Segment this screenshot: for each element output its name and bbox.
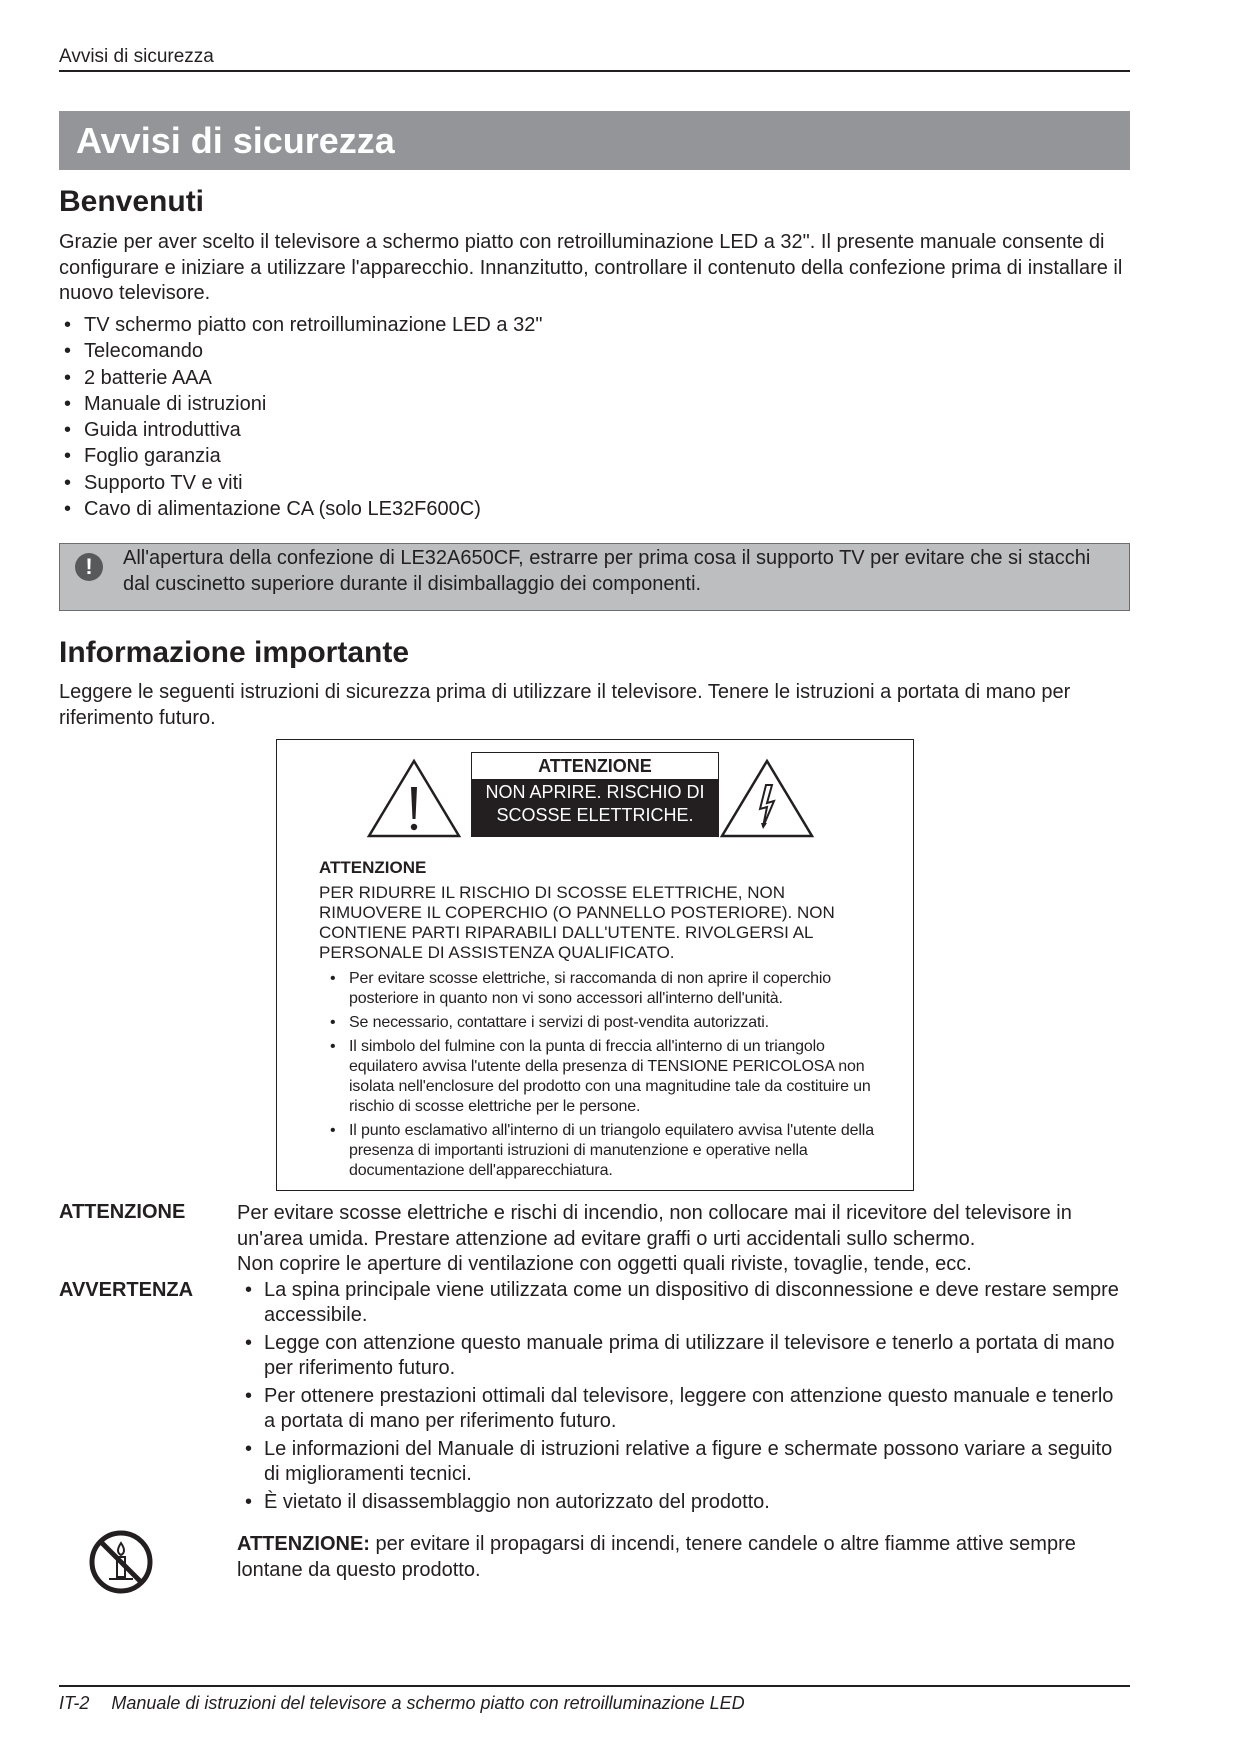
caution-label-title: ATTENZIONE (538, 756, 652, 776)
list-item: • La spina principale viene utilizzata come un dispositivo di disconnessione e deve restare sempre accessibile. (237, 1278, 1130, 1328)
lightning-triangle-icon (719, 757, 815, 839)
exclamation-triangle-icon (366, 757, 462, 839)
page-number: IT-2 (59, 1693, 90, 1713)
list-item: • TV schermo piatto con retroilluminazione LED a 32" (59, 312, 542, 338)
list-item: • Il simbolo del fulmine con la punta di freccia all'interno di un triangolo equilatero avvisa l'utente della presenza di TENSIONE PERICOLOSA non isolata nell'enclosure del prodotto con una magnitudine tale da costituire un rischio di scosse elettriche per le persone. (319, 1037, 889, 1117)
footer-title: Manuale di istruzioni del televisore a schermo piatto con retroilluminazione LED (111, 1693, 745, 1713)
list-item: • Per evitare scosse elettriche, si raccomanda di non aprire il coperchio posteriore in quanto non vi sono accessori all'interno dell'unità. (319, 969, 889, 1009)
list-item: • Cavo di alimentazione CA (solo LE32F600C) (59, 496, 542, 522)
list-item: • Foglio garanzia (59, 443, 542, 469)
attenzione-text (237, 1201, 1130, 1278)
header-rule (59, 70, 1130, 72)
flame-warning (237, 1532, 1130, 1583)
list-item: • Il punto esclamativo all'interno di un triangolo equilatero avvisa l'utente della presenza di importanti istruzioni di manutenzione e operative nella documentazione dell'apparecchiatura. (319, 1121, 889, 1181)
note-box (59, 543, 1130, 611)
flame-warning-bold: ATTENZIONE: (237, 1533, 370, 1555)
exclamation-icon (75, 553, 103, 581)
caution-label-text: NON APRIRE. RISCHIO DI SCOSSE ELETTRICHE. (472, 779, 718, 836)
footer-rule (59, 1685, 1130, 1687)
attenzione-line: Per evitare scosse elettriche e rischi di incendio, non collocare mai il ricevitore del televisore in un'area umida. Prestare attenzione ad evitare graffi o urti accidentali sullo schermo. (237, 1202, 1072, 1250)
package-contents-list (59, 312, 542, 522)
avvertenza-list (237, 1278, 1130, 1518)
box-bullet-list (319, 969, 889, 1185)
running-header: Avvisi di sicurezza (59, 46, 214, 67)
list-item: • Manuale di istruzioni (59, 391, 542, 417)
welcome-heading: Benvenuti (59, 185, 205, 218)
list-item: • Supporto TV e viti (59, 470, 542, 496)
flame-warning-text: per evitare il propagarsi di incendi, tenere candele o altre fiamme attive sempre lontane da questo prodotto. (237, 1533, 1076, 1581)
welcome-intro: Grazie per aver scelto il televisore a schermo piatto con retroilluminazione LED a 32". Il presente manuale consente di configurare e iniziare a utilizzare l'apparecchio. Innanzitutto, controllare il contenuto della confezione prima di installare il nuovo televisore. (59, 231, 1123, 304)
list-item: • Telecomando (59, 338, 542, 364)
no-open-flame-icon (88, 1529, 154, 1595)
list-item: • Per ottenere prestazioni ottimali dal televisore, leggere con attenzione questo manuale e tenerlo a portata di mano per riferimento futuro. (237, 1384, 1130, 1434)
list-item: • 2 batterie AAA (59, 365, 542, 391)
list-item: • Legge con attenzione questo manuale prima di utilizzare il televisore e tenerlo a portata di mano per riferimento futuro. (237, 1331, 1130, 1381)
page-title: Avvisi di sicurezza (76, 120, 395, 161)
list-item: • Guida introduttiva (59, 417, 542, 443)
box-caps-text: PER RIDURRE IL RISCHIO DI SCOSSE ELETTRICHE, NON RIMUOVERE IL COPERCHIO (O PANNELLO POSTERIORE). NON CONTIENE PARTI RIPARABILI DALL'UTENTE. RIVOLGERSI AL PERSONALE DI ASSISTENZA QUALIFICATO. (319, 883, 835, 962)
list-item: • Le informazioni del Manuale di istruzioni relative a figure e schermate possono variare a seguito di miglioramenti tecnici. (237, 1437, 1130, 1487)
important-intro: Leggere le seguenti istruzioni di sicurezza prima di utilizzare il televisore. Tenere le istruzioni a portata di mano per riferimento futuro. (59, 681, 1071, 729)
important-heading: Informazione importante (59, 636, 410, 669)
safety-warning-box (276, 739, 914, 1191)
note-text: All'apertura della confezione di LE32A650CF, estrarre per prima cosa il supporto TV per evitare che si stacchi dal cuscinetto superiore durante il disimballaggio dei componenti. (123, 547, 1091, 595)
title-bar (59, 111, 1130, 170)
caution-label (471, 752, 719, 837)
attenzione-label: ATTENZIONE (59, 1201, 186, 1223)
avvertenza-label: AVVERTENZA (59, 1279, 194, 1301)
attenzione-line: Non coprire le aperture di ventilazione con oggetti quali riviste, tovaglie, tende, ecc. (237, 1253, 972, 1275)
list-item: • Se necessario, contattare i servizi di post-vendita autorizzati. (319, 1013, 889, 1033)
footer (59, 1693, 745, 1714)
list-item: • È vietato il disassemblaggio non autorizzato del prodotto. (237, 1490, 1130, 1515)
box-heading: ATTENZIONE (319, 858, 427, 877)
